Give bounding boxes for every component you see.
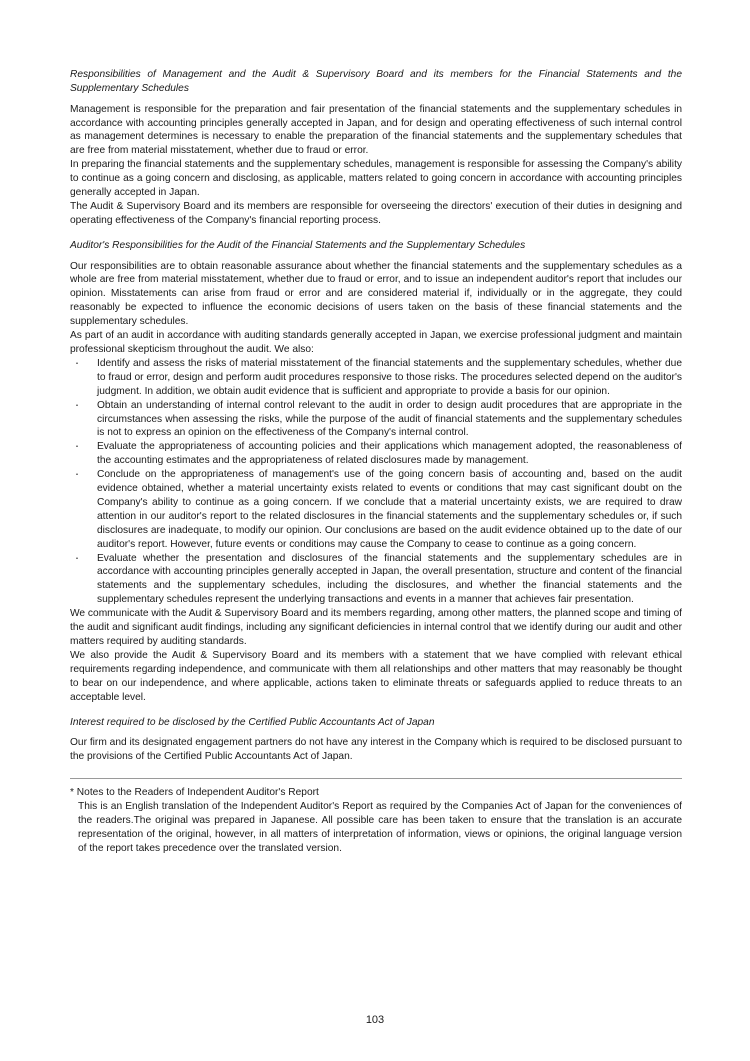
management-paragraph: Management is responsible for the preparation and fair presentation of the financial statements and the supplementary schedules in accordance with accounting principles generally accepted in Japan, and for design and operating effectiveness of such internal control as management determines is necessary to enable the preparation of the financial statements and the supplementary schedules that are free from material misstatement, whether due to fraud or error. (70, 103, 682, 157)
list-item-text: Evaluate whether the presentation and disclosures of the financial statements and the supplementary schedules are in accordance with accounting principles generally accepted in Japan, the overall presentation, structure and content of the financial statements and the supplementary schedules, including the disclosures, and whether the financial statements and the supplementary schedules represent the underlying transactions and events in a manner that achieves fair presentation. (97, 552, 682, 606)
document-page (70, 68, 682, 856)
interest-heading: Interest required to be disclosed by the Certified Public Accountants Act of Japan (70, 716, 435, 728)
notes-body: This is an English translation of the Independent Auditor's Report as required by the Companies Act of Japan for the conveniences of the readers.The original was prepared in Japanese. All possible care has been taken to ensure that the translation is an accurate representation of the original, however, in all matters of interpretation of information, views or opinions, the original language version of the report takes precedence over the translated version. (78, 801, 682, 854)
management-paragraph: The Audit & Supervisory Board and its members are responsible for overseeing the directors' execution of their duties in designing and operating effectiveness of the Company's financial reporting process. (70, 200, 682, 226)
auditor-responsibilities-section (70, 239, 682, 705)
list-item (70, 468, 682, 551)
management-responsibilities-section (70, 68, 682, 228)
list-item-text: Obtain an understanding of internal control relevant to the audit in order to design audit procedures that are appropriate in the circumstances when assessing the risks, while the purpose of the audit of financial statements and the supplementary schedules is not to express an opinion on the effectiveness of the Company's internal control. (97, 399, 682, 439)
notes-section (70, 786, 682, 856)
interest-paragraph: Our firm and its designated engagement partners do not have any interest in the Company which is required to be disclosed pursuant to the provisions of the Certified Public Accountants Act of Japan. (70, 737, 682, 763)
management-responsibilities-heading: Responsibilities of Management and the Audit & Supervisory Board and its members for the Financial Statements and the Supplementary Schedules (70, 69, 682, 94)
list-item (70, 440, 682, 468)
notes-divider (70, 778, 682, 779)
auditor-intro-paragraph: As part of an audit in accordance with auditing standards generally accepted in Japan, we exercise professional judgment and maintain professional skepticism throughout the audit. We also: (70, 330, 682, 355)
management-paragraph: In preparing the financial statements and the supplementary schedules, management is responsible for assessing the Company's ability to continue as a going concern and disclosing, as applicable, matters related to going concern in accordance with accounting principles generally accepted in Japan. (70, 159, 682, 199)
bullet-icon: ・ (73, 553, 81, 563)
notes-title: * Notes to the Readers of Independent Auditor's Report (70, 787, 319, 799)
auditor-closing-paragraph: We also provide the Audit & Supervisory Board and its members with a statement that we have complied with relevant ethical requirements regarding independence, and communicate with them all relationships and other matters that may reasonably be thought to bear on our independence, and where applicable, actions taken to eliminate threats or safeguards applied to reduce threats to an acceptable level. (70, 649, 682, 703)
bullet-icon: ・ (73, 358, 81, 368)
bullet-icon: ・ (73, 400, 81, 410)
auditor-procedures-list (70, 357, 682, 607)
list-item-text: Evaluate the appropriateness of accounting policies and their applications which management adopted, the reasonableness of the accounting estimates and the appropriateness of related disclosures made by management. (97, 441, 682, 467)
list-item (70, 399, 682, 441)
list-item (70, 552, 682, 608)
list-item-text: Identify and assess the risks of material misstatement of the financial statements and the supplementary schedules, whether due to fraud or error, design and perform audit procedures responsive to those risks. The procedures selected depend on the auditor's judgment. In addition, we obtain audit evidence that is sufficient and appropriate to provide a basis for our opinion. (97, 357, 682, 397)
bullet-icon: ・ (73, 470, 81, 480)
auditor-responsibilities-heading: Auditor's Responsibilities for the Audit of the Financial Statements and the Supplementary Schedules (70, 239, 526, 251)
auditor-closing-paragraph: We communicate with the Audit & Supervisory Board and its members regarding, among other matters, the planned scope and timing of the audit and significant audit findings, including any significant deficiencies in internal control that we identify during our audit and other matters required by auditing standards. (70, 608, 682, 648)
bullet-icon: ・ (73, 442, 81, 452)
interest-section (70, 716, 682, 765)
list-item (70, 357, 682, 399)
page-number: 103 (365, 1014, 385, 1026)
list-item-text: Conclude on the appropriateness of management's use of the going concern basis of accounting and, based on the audit evidence obtained, whether a material uncertainty exists related to events or conditions that may cast significant doubt on the Company's ability to continue as a going concern. If we conclude that a material uncertainty exists, we are required to draw attention in our auditor's report to the related disclosures in the financial statements and the supplementary schedules or, if such disclosures are inadequate, to modify our opinion. Our conclusions are based on the audit evidence obtained up to the date of our auditor's report. However, future events or conditions may cause the Company to cease to continue as a going concern. (97, 469, 682, 550)
auditor-intro-paragraph: Our responsibilities are to obtain reasonable assurance about whether the financial statements and the supplementary schedules as a whole are free from material misstatement, whether due to fraud or error, and to issue an independent auditor's report that includes our opinion. Misstatements can arise from fraud or error and are considered material if, individually or in the aggregate, they could reasonably be expected to influence the economic decisions of users taken on the basis of these financial statements and the supplementary schedules. (70, 260, 682, 328)
